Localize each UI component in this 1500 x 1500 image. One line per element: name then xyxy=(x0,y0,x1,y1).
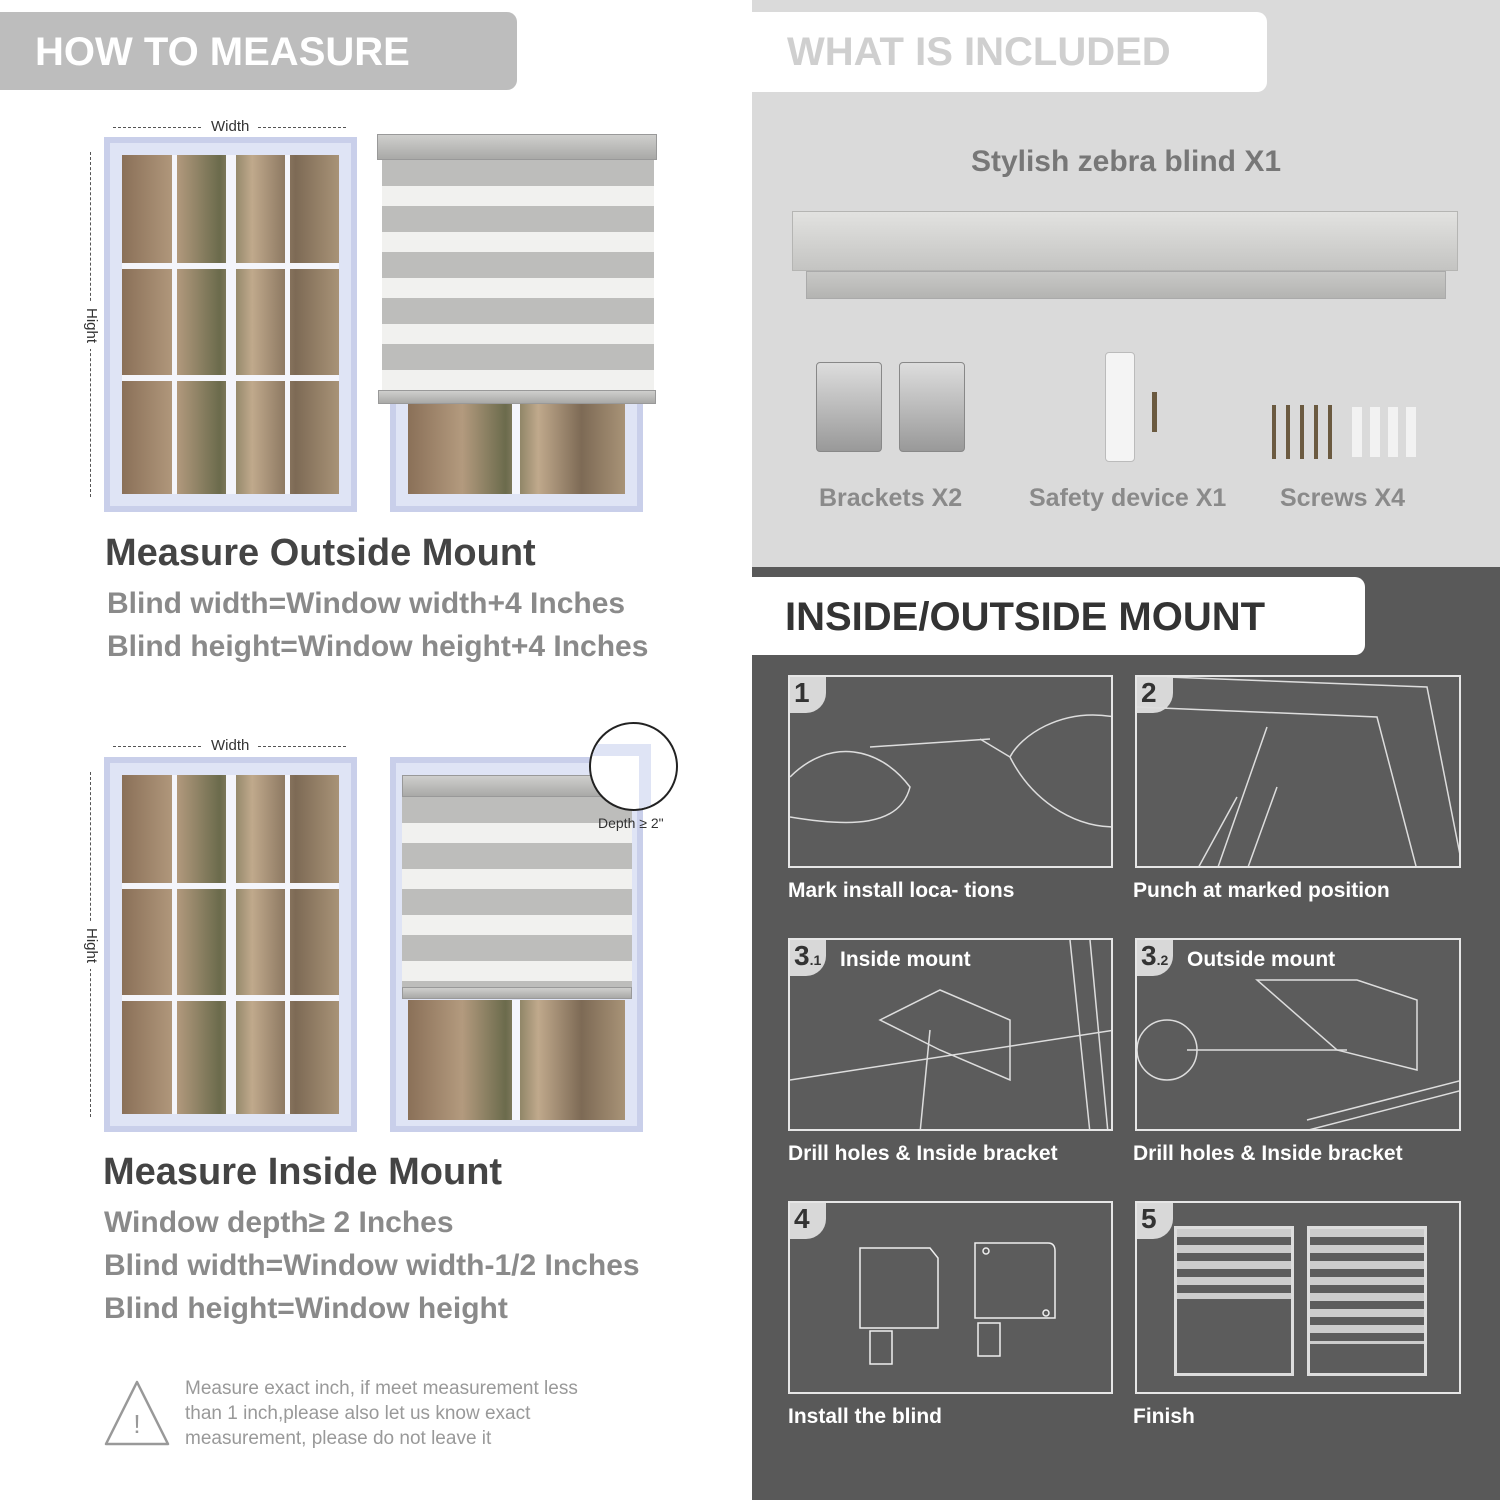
inside-mount-line: Window depth≥ 2 Inches xyxy=(104,1206,454,1239)
outside-mount-line: Blind height=Window height+4 Inches xyxy=(107,630,649,663)
blind-headrail xyxy=(377,134,657,160)
blind-cassette-image xyxy=(792,211,1458,271)
depth-label: Depth ≥ 2" xyxy=(598,815,664,831)
zebra-blind-image xyxy=(382,160,654,390)
step-label: Finish xyxy=(1133,1405,1195,1428)
step-2-image: 2 xyxy=(1135,675,1461,868)
window-image xyxy=(104,137,357,512)
outside-mount-line: Blind width=Window width+4 Inches xyxy=(107,587,626,620)
step-label: Punch at marked position xyxy=(1133,879,1390,902)
blind-bottom-rail xyxy=(378,390,656,404)
wall-anchors-image xyxy=(1352,407,1422,457)
inside-mount-title: Measure Inside Mount xyxy=(103,1151,503,1193)
step-3-2-image: 3.2 Outside mount xyxy=(1135,938,1461,1131)
step-3-1-image: 3.1 Inside mount xyxy=(788,938,1113,1131)
outside-mount-title: Measure Outside Mount xyxy=(105,532,536,574)
step-label: Drill holes & Inside bracket xyxy=(788,1142,1058,1165)
outside-width-dimension: Width xyxy=(113,118,346,138)
safety-device-image xyxy=(1105,352,1165,464)
step-label: Install the blind xyxy=(788,1405,943,1428)
outside-height-dimension: Hight xyxy=(80,152,100,497)
inside-outside-mount-header: INSIDE/OUTSIDE MOUNT xyxy=(752,577,1365,655)
warning-text: Measure exact inch, if meet measurement less than 1 inch,please also let us know exact measurement, please do not leave it xyxy=(185,1378,578,1449)
inside-mount-line: Blind width=Window width-1/2 Inches xyxy=(104,1249,640,1282)
blind-bottom-rail xyxy=(402,987,632,999)
brackets-image xyxy=(816,362,966,454)
cassette-lower-lip xyxy=(806,271,1446,299)
what-is-included-header: WHAT IS INCLUDED xyxy=(752,12,1267,92)
inside-width-dimension: Width xyxy=(113,737,346,757)
step-label: Drill holes & Inside bracket xyxy=(1133,1142,1403,1165)
warning-triangle-icon xyxy=(103,1378,171,1448)
main-item-label: Stylish zebra blind X1 xyxy=(970,145,1282,178)
step-4-image: 4 xyxy=(788,1201,1113,1394)
inside-height-dimension: Hight xyxy=(80,772,100,1117)
inside-mount-line: Blind height=Window height xyxy=(104,1292,508,1325)
svg-text:!: ! xyxy=(133,1409,141,1439)
how-to-measure-header: HOW TO MEASURE xyxy=(0,12,517,90)
step-5-image: 5 xyxy=(1135,1201,1461,1394)
included-item-label: Safety device X1 xyxy=(1029,484,1227,512)
step-label: Mark install loca- tions xyxy=(788,879,1015,902)
included-item-label: Brackets X2 xyxy=(819,484,963,512)
step-1-image: 1 xyxy=(788,675,1113,868)
included-item-label: Screws X4 xyxy=(1280,484,1406,512)
window-image xyxy=(104,757,357,1132)
depth-magnifier-circle xyxy=(589,722,678,811)
